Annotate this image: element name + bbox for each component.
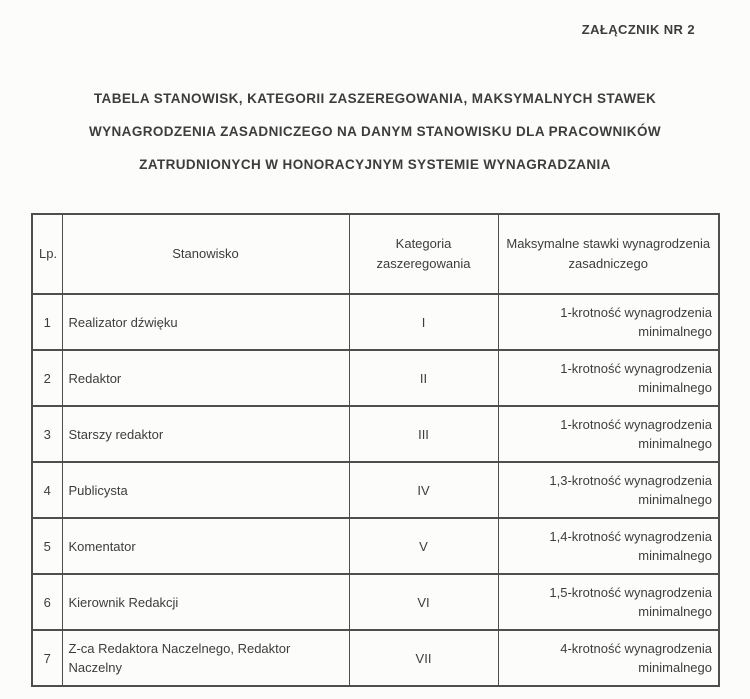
- cell-category: III: [349, 406, 498, 462]
- cell-position: Publicysta: [62, 462, 349, 518]
- table-row: [32, 294, 719, 350]
- header-position: Stanowisko: [62, 214, 349, 294]
- cell-position: Realizator dźwięku: [62, 294, 349, 350]
- cell-lp: 2: [32, 350, 62, 406]
- title-line-1: TABELA STANOWISK, KATEGORII ZASZEREGOWANIA, MAKSYMALNYCH STAWEK: [93, 91, 657, 106]
- cell-max-rate: 4-krotność wynagrodzenia minimalnego: [498, 630, 719, 686]
- cell-lp: 3: [32, 406, 62, 462]
- title-line-3: ZATRUDNIONYCH W HONORACYJNYM SYSTEMIE WYNAGRADZANIA: [139, 157, 611, 172]
- cell-max-rate: 1,4-krotność wynagrodzenia minimalnego: [498, 518, 719, 574]
- header-lp: Lp.: [32, 214, 62, 294]
- table-header-row: [32, 214, 719, 294]
- cell-max-rate: 1-krotność wynagrodzenia minimalnego: [498, 406, 719, 462]
- cell-lp: 5: [32, 518, 62, 574]
- table-row: [32, 406, 719, 462]
- cell-lp: 7: [32, 630, 62, 686]
- cell-category: VI: [349, 574, 498, 630]
- table-row: [32, 630, 719, 686]
- table-row: [32, 574, 719, 630]
- document-title: [0, 82, 750, 181]
- table-row: [32, 350, 719, 406]
- cell-category: II: [349, 350, 498, 406]
- cell-position: Kierownik Redakcji: [62, 574, 349, 630]
- cell-max-rate: 1,3-krotność wynagrodzenia minimalnego: [498, 462, 719, 518]
- cell-category: VII: [349, 630, 498, 686]
- attachment-label: [582, 22, 695, 37]
- cell-category: V: [349, 518, 498, 574]
- cell-max-rate: 1-krotność wynagrodzenia minimalnego: [498, 294, 719, 350]
- cell-lp: 6: [32, 574, 62, 630]
- cell-lp: 4: [32, 462, 62, 518]
- title-line-2: WYNAGRODZENIA ZASADNICZEGO NA DANYM STANOWISKU DLA PRACOWNIKÓW: [88, 124, 662, 139]
- cell-position: Starszy redaktor: [62, 406, 349, 462]
- cell-category: IV: [349, 462, 498, 518]
- attachment-label-text: ZAŁĄCZNIK NR 2: [581, 22, 695, 37]
- table-row: [32, 518, 719, 574]
- table-row: [32, 462, 719, 518]
- cell-max-rate: 1-krotność wynagrodzenia minimalnego: [498, 350, 719, 406]
- cell-max-rate: 1,5-krotność wynagrodzenia minimalnego: [498, 574, 719, 630]
- cell-lp: 1: [32, 294, 62, 350]
- positions-table: [31, 213, 720, 687]
- cell-position: Redaktor: [62, 350, 349, 406]
- header-max-rate: Maksymalne stawki wynagrodzenia zasadniczego: [498, 214, 719, 294]
- cell-position: Komentator: [62, 518, 349, 574]
- cell-category: I: [349, 294, 498, 350]
- header-category: Kategoria zaszeregowania: [349, 214, 498, 294]
- cell-position: Z-ca Redaktora Naczelnego, Redaktor Naczelny: [62, 630, 349, 686]
